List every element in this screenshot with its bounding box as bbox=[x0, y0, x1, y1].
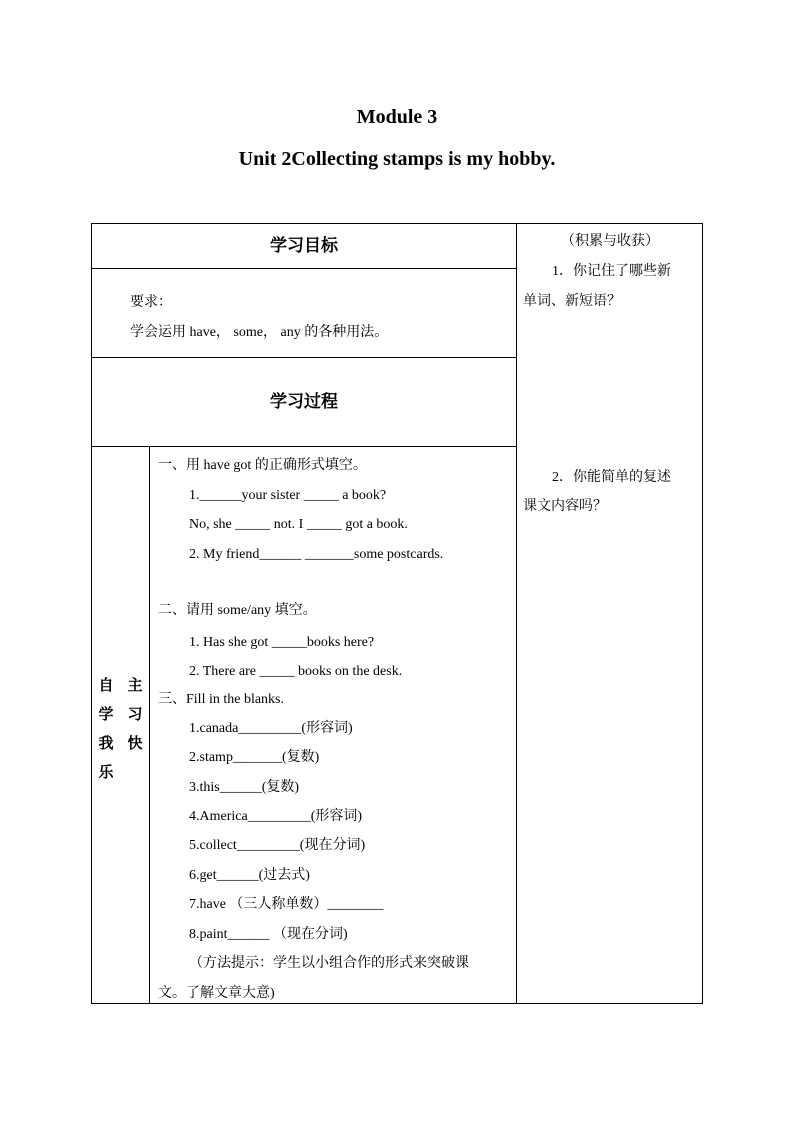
exercise-line: 1. Has she got _____books here? bbox=[189, 635, 375, 650]
study-table bbox=[91, 223, 703, 1004]
side-label-char: 乐 bbox=[98, 765, 114, 781]
objectives-heading: 学习目标 bbox=[270, 236, 338, 255]
exercise-line: 1.canada_________(形容词) bbox=[189, 721, 353, 736]
side-label-char: 主 bbox=[127, 678, 143, 694]
exercise-line: 3.this______(复数) bbox=[189, 780, 300, 795]
right-question: 课文内容吗？ bbox=[523, 499, 607, 514]
exercise-line: 2.stamp_______(复数) bbox=[189, 750, 320, 765]
side-label-char: 我 bbox=[98, 736, 114, 752]
process-heading: 学习过程 bbox=[270, 392, 338, 411]
exercise-line: No, she _____ not. I _____ got a book. bbox=[189, 517, 408, 532]
right-question: 1．你记住了哪些新 bbox=[552, 264, 671, 279]
module-title: Module 3 bbox=[356, 106, 438, 128]
side-label-char: 习 bbox=[127, 707, 143, 723]
method-tip: 文。了解文章大意) bbox=[158, 986, 275, 1001]
section-title: 一、用 have got 的正确形式填空。 bbox=[158, 458, 367, 473]
right-heading: （积累与收获） bbox=[561, 234, 659, 249]
unit-title: Unit 2Collecting stamps is my hobby. bbox=[238, 148, 556, 170]
row-divider bbox=[92, 357, 516, 358]
exercise-line: 4.America_________(形容词) bbox=[189, 809, 363, 824]
section-title: 二、请用 some/any 填空。 bbox=[158, 603, 317, 618]
exercise-line: 2. My friend______ _______some postcards. bbox=[189, 547, 444, 562]
label-divider bbox=[149, 446, 150, 1004]
side-label-char: 快 bbox=[127, 736, 143, 752]
row-divider bbox=[92, 268, 516, 269]
side-label-char: 自 bbox=[98, 678, 114, 694]
exercise-line: 2. There are _____ books on the desk. bbox=[189, 664, 403, 679]
exercise-line: 1.______your sister _____ a book? bbox=[189, 488, 387, 503]
row-divider bbox=[92, 446, 516, 447]
requirements-text: 学会运用 have， some， any 的各种用法。 bbox=[130, 325, 389, 340]
exercise-line: 5.collect_________(现在分词) bbox=[189, 838, 366, 853]
exercise-line: 8.paint______ （现在分词) bbox=[189, 927, 348, 942]
requirements-label: 要求： bbox=[130, 295, 172, 310]
section-title: 三、Fill in the blanks. bbox=[158, 692, 284, 707]
method-tip: （方法提示：学生以小组合作的形式来突破课 bbox=[189, 956, 469, 971]
exercise-line: 6.get______(过去式) bbox=[189, 868, 310, 883]
column-divider bbox=[516, 224, 517, 1004]
right-question: 2．你能简单的复述 bbox=[552, 470, 671, 485]
side-label-char: 学 bbox=[98, 707, 114, 723]
right-question: 单词、新短语？ bbox=[523, 294, 621, 309]
exercise-line: 7.have （三人称单数）________ bbox=[189, 897, 384, 912]
